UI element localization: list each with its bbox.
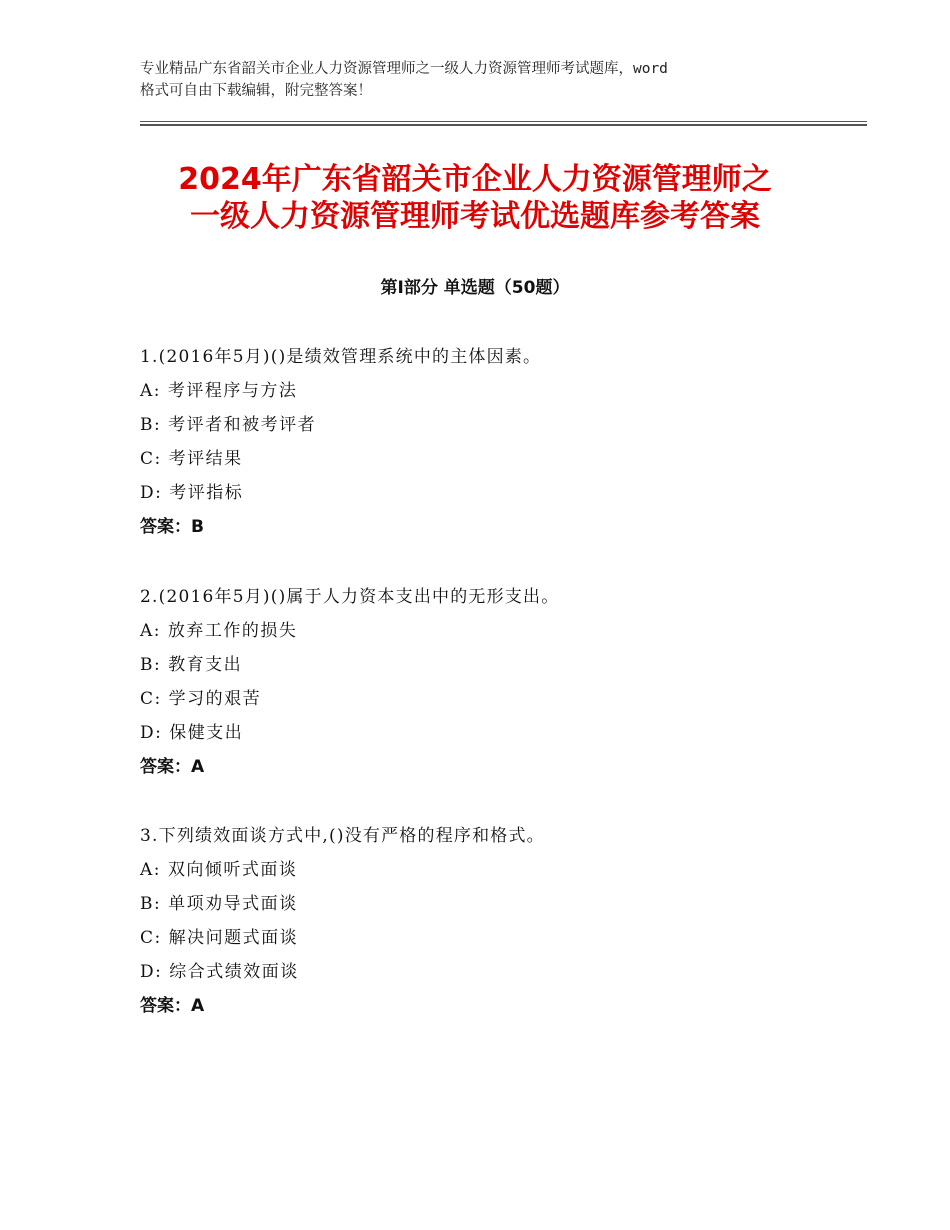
header-note-line-1: 专业精品广东省韶关市企业人力资源管理师之一级人力资源管理师考试题库，word — [140, 61, 668, 77]
option-b: B: 教育支出 — [140, 655, 243, 675]
option-a: A: 考评程序与方法 — [140, 381, 298, 401]
option-b: B: 考评者和被考评者 — [140, 415, 317, 435]
option-d: D: 综合式绩效面谈 — [140, 962, 299, 982]
option-c: C: 解决问题式面谈 — [140, 928, 299, 948]
header-note-line-2: 格式可自由下载编辑，附完整答案！ — [140, 83, 372, 99]
header-divider-thin — [140, 121, 867, 122]
document-title-line-1: 2024年广东省韶关市企业人力资源管理师之 — [178, 162, 772, 197]
document-title-line-2: 一级人力资源管理师考试优选题库参考答案 — [190, 199, 760, 234]
header-divider-thick — [140, 124, 867, 126]
option-c: C: 考评结果 — [140, 449, 243, 469]
document-header-note — [140, 58, 830, 102]
option-d: D: 考评指标 — [140, 483, 244, 503]
option-d: D: 保健支出 — [140, 723, 244, 743]
option-c: C: 学习的艰苦 — [140, 689, 262, 709]
question-stem: 1.(2016年5月)()是绩效管理系统中的主体因素。 — [140, 347, 542, 367]
question-3 — [140, 819, 860, 1023]
question-stem: 3.下列绩效面谈方式中,()没有严格的程序和格式。 — [140, 826, 545, 846]
option-b: B: 单项劝导式面谈 — [140, 894, 298, 914]
option-a: A: 放弃工作的损失 — [140, 621, 298, 641]
answer-line: 答案：A — [140, 996, 205, 1016]
option-a: A: 双向倾听式面谈 — [140, 860, 298, 880]
section-heading: 第Ⅰ部分 单选题（50题） — [380, 278, 570, 298]
question-2 — [140, 580, 860, 784]
answer-line: 答案：B — [140, 517, 204, 537]
question-stem: 2.(2016年5月)()属于人力资本支出中的无形支出。 — [140, 587, 560, 607]
answer-line: 答案：A — [140, 757, 205, 777]
question-1 — [140, 340, 860, 544]
